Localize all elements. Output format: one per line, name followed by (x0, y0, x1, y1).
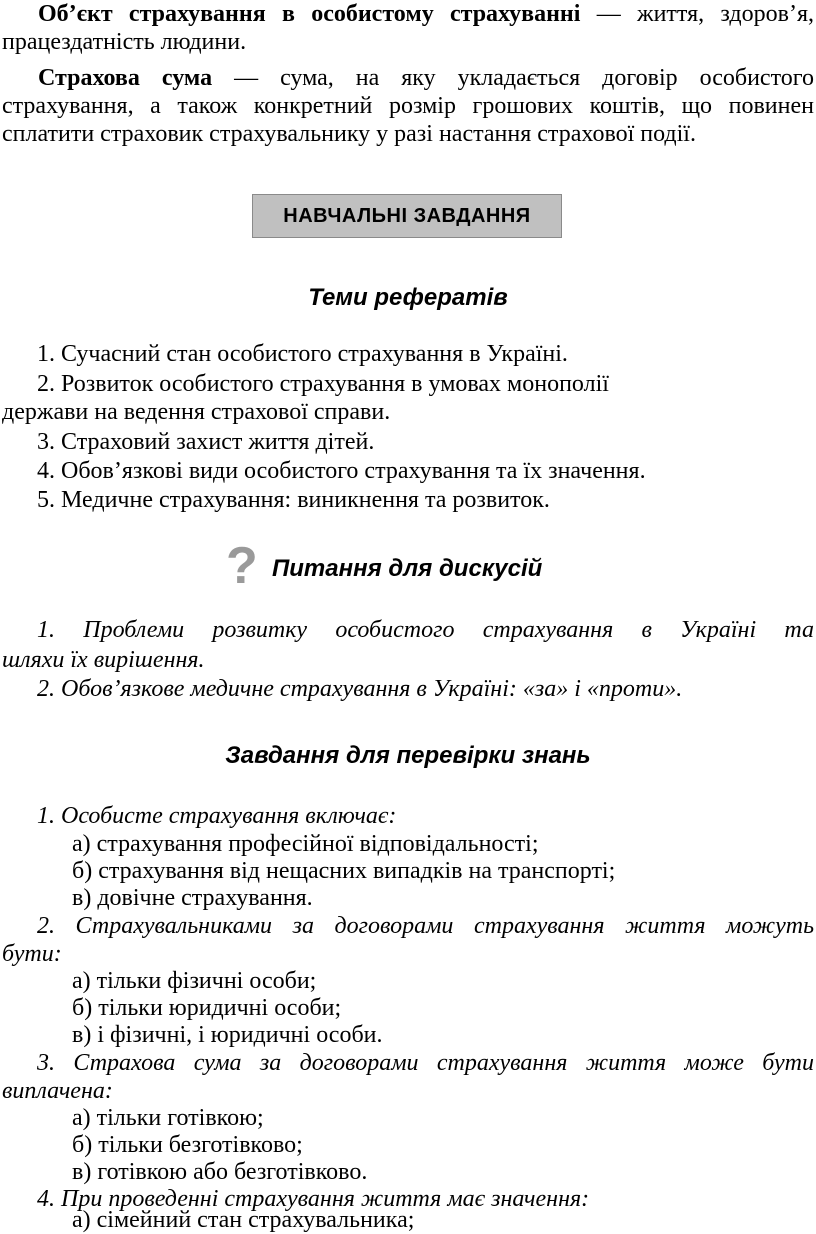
quiz-q2-option-b: б) тільки юридичні особи; (72, 995, 342, 1021)
quiz-title: Завдання для перевірки знань (225, 742, 591, 769)
quiz-q1-option-c: в) довічне страхування. (72, 885, 313, 911)
definition-object-term: Об’єкт страхування в особистому страхуванні (38, 1, 581, 27)
quiz-q2-option-a: а) тільки фізичні особи; (72, 968, 317, 994)
quiz-question-2 (2, 912, 814, 940)
discussion-line-3: 2. Обов’язкове медичне страхування в Україні: «за» і «проти». (37, 676, 683, 702)
question-mark-icon: ? (226, 537, 258, 595)
quiz-q4-option-a: а) сімейний стан страхувальника; (72, 1207, 415, 1233)
discussion-line-1-text: 1. Проблеми розвитку особистого страхування в Україні та (37, 617, 814, 643)
quiz-question-1: 1. Особисте страхування включає: (37, 803, 397, 829)
quiz-q3-option-a: а) тільки готівкою; (72, 1105, 264, 1131)
learning-tasks-badge: НАВЧАЛЬНІ ЗАВДАННЯ (252, 194, 562, 238)
definition-sum-text: — сума, на яку укладається договір особистого страхування, а також конкретний розмір грошових коштів, що повинен сплатити страховик страхувальнику у разі настання страхової події. (2, 65, 814, 147)
quiz-question-3-continued: виплачена: (2, 1078, 113, 1104)
discussion-title: Питання для дискусій (272, 555, 543, 582)
discussion-line-2: шляхи їх вирішення. (2, 647, 205, 673)
quiz-q2-option-c: в) і фізичні, і юридичні особи. (72, 1022, 383, 1048)
essay-item-5: 5. Медичне страхування: виникнення та розвиток. (37, 487, 550, 513)
quiz-q1-option-a: а) страхування професійної відповідальності; (72, 831, 539, 857)
discussion-line-1 (2, 616, 814, 644)
quiz-q1-option-b: б) страхування від нещасних випадків на транспорті; (72, 858, 616, 884)
essay-item-2: 2. Розвиток особистого страхування в умовах монополії (37, 371, 609, 397)
quiz-question-3-text: 3. Страхова сума за договорами страхування життя може бути (37, 1050, 814, 1076)
essay-item-3: 3. Страховий захист життя дітей. (37, 429, 375, 455)
quiz-question-4: 4. При проведенні страхування життя має значення: (37, 1186, 590, 1212)
quiz-question-2-text: 2. Страхувальниками за договорами страхування життя можуть (37, 913, 814, 939)
essay-item-2-continued: держави на ведення страхової справи. (2, 399, 391, 425)
essay-item-4: 4. Обов’язкові види особистого страхування та їх значення. (37, 458, 646, 484)
essays-title: Теми рефератів (308, 284, 508, 311)
definition-sum-term: Страхова сума (38, 65, 213, 91)
quiz-question-2-continued: бути: (2, 941, 62, 967)
quiz-q3-option-c: в) готівкою або безготівково. (72, 1159, 368, 1185)
quiz-q3-option-b: б) тільки безготівково; (72, 1132, 303, 1158)
definition-object-text: — життя, здоров’я, працездатність людини. (2, 1, 815, 55)
essay-item-1: 1. Сучасний стан особистого страхування в Україні. (37, 341, 568, 367)
definition-object-paragraph (2, 0, 814, 56)
quiz-question-3 (2, 1049, 814, 1077)
definition-sum-paragraph (2, 64, 814, 148)
